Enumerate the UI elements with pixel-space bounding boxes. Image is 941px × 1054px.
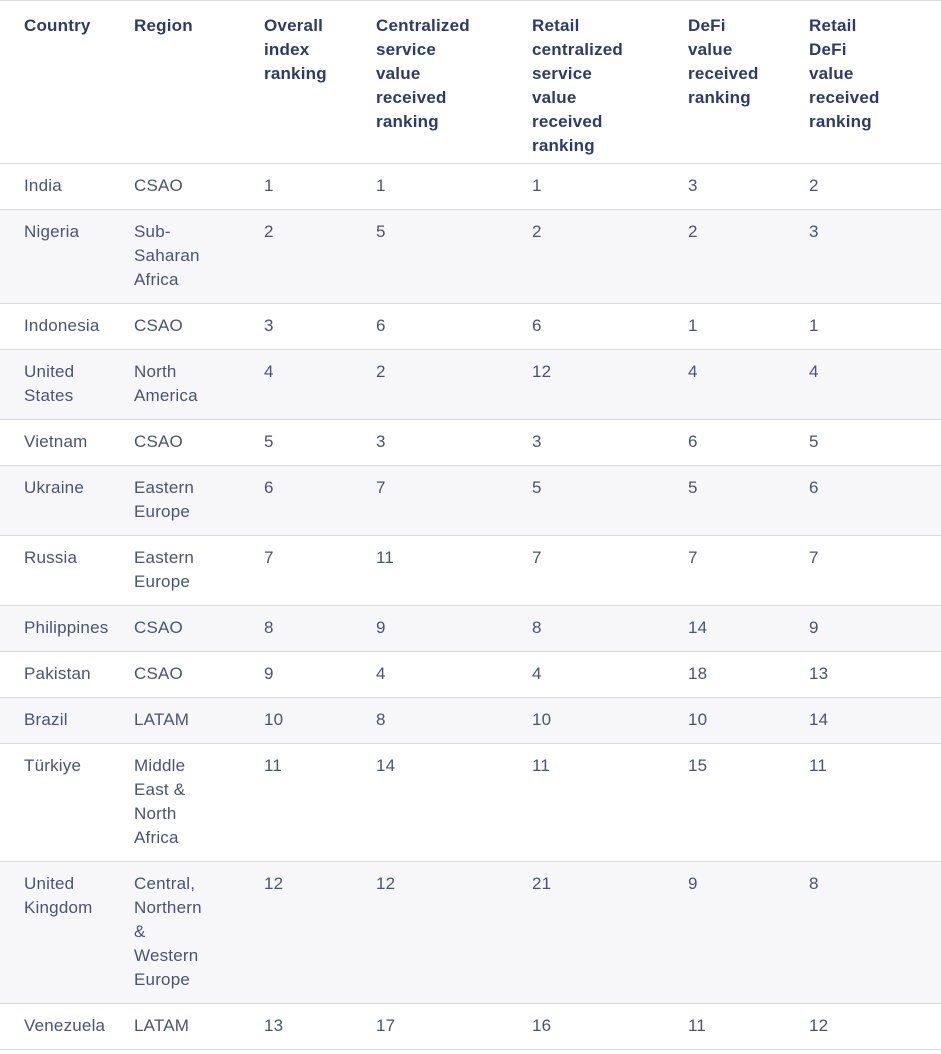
cell-value: 7 bbox=[376, 478, 386, 497]
cell-retail-centralized bbox=[532, 536, 688, 606]
cell-value: LATAM bbox=[134, 1016, 190, 1035]
cell-defi bbox=[688, 350, 809, 420]
cell-retail-centralized bbox=[532, 304, 688, 350]
cell-retail-defi bbox=[809, 420, 941, 466]
cell-overall bbox=[264, 652, 376, 698]
cell-value: 6 bbox=[532, 316, 542, 335]
cell-value: 2 bbox=[688, 222, 698, 241]
cell-retail-defi bbox=[809, 652, 941, 698]
cell-retail-centralized bbox=[532, 466, 688, 536]
column-header-overall bbox=[264, 1, 376, 164]
cell-value: 4 bbox=[809, 362, 819, 381]
cell-retail-defi bbox=[809, 862, 941, 1004]
cell-defi bbox=[688, 210, 809, 304]
cell-value: 5 bbox=[688, 478, 698, 497]
cell-value: 2 bbox=[532, 222, 542, 241]
cell-defi bbox=[688, 698, 809, 744]
cell-region bbox=[134, 466, 264, 536]
cell-overall bbox=[264, 1004, 376, 1050]
cell-retail-centralized bbox=[532, 862, 688, 1004]
cell-region bbox=[134, 164, 264, 210]
cell-region bbox=[134, 606, 264, 652]
table-row bbox=[0, 304, 941, 350]
cell-value: 14 bbox=[809, 710, 829, 729]
cell-value: 10 bbox=[688, 710, 708, 729]
cell-value: 9 bbox=[264, 664, 274, 683]
cell-defi bbox=[688, 862, 809, 1004]
cell-region bbox=[134, 744, 264, 862]
cell-retail-defi bbox=[809, 164, 941, 210]
cell-value: 13 bbox=[264, 1016, 284, 1035]
cell-value: 4 bbox=[376, 664, 386, 683]
cell-value: 11 bbox=[264, 756, 283, 775]
cell-value: 16 bbox=[532, 1016, 552, 1035]
cell-value: 6 bbox=[376, 316, 386, 335]
cell-retail-centralized bbox=[532, 164, 688, 210]
column-header-retail-defi bbox=[809, 1, 941, 164]
cell-region bbox=[134, 1004, 264, 1050]
cell-value: CSAO bbox=[134, 432, 183, 451]
cell-value: 3 bbox=[809, 222, 819, 241]
cell-value: 15 bbox=[688, 756, 708, 775]
cell-centralized bbox=[376, 466, 532, 536]
cell-centralized bbox=[376, 698, 532, 744]
cell-value: Türkiye bbox=[24, 756, 82, 775]
cell-overall bbox=[264, 304, 376, 350]
cell-value: 3 bbox=[532, 432, 542, 451]
cell-value: 9 bbox=[376, 618, 386, 637]
cell-overall bbox=[264, 466, 376, 536]
cell-region bbox=[134, 420, 264, 466]
cell-value: 6 bbox=[264, 478, 274, 497]
cell-centralized bbox=[376, 304, 532, 350]
cell-overall bbox=[264, 210, 376, 304]
cell-retail-defi bbox=[809, 350, 941, 420]
cell-retail-centralized bbox=[532, 350, 688, 420]
cell-value: Brazil bbox=[24, 710, 68, 729]
cell-value: 7 bbox=[809, 548, 819, 567]
cell-value: CSAO bbox=[134, 176, 183, 195]
cell-value: CSAO bbox=[134, 618, 183, 637]
cell-value: 18 bbox=[688, 664, 708, 683]
cell-value: 3 bbox=[264, 316, 274, 335]
cell-retail-defi bbox=[809, 536, 941, 606]
cell-value: 11 bbox=[532, 756, 551, 775]
cell-value: 10 bbox=[264, 710, 284, 729]
cell-overall bbox=[264, 744, 376, 862]
cell-value: 12 bbox=[809, 1016, 829, 1035]
cell-country bbox=[0, 744, 134, 862]
table-row bbox=[0, 466, 941, 536]
cell-value: 5 bbox=[809, 432, 819, 451]
cell-centralized bbox=[376, 652, 532, 698]
table-row bbox=[0, 420, 941, 466]
cell-overall bbox=[264, 420, 376, 466]
cell-region bbox=[134, 304, 264, 350]
cell-value: Eastern Europe bbox=[134, 548, 194, 591]
cell-value: 12 bbox=[532, 362, 552, 381]
table-row bbox=[0, 862, 941, 1004]
cell-value: 12 bbox=[376, 874, 396, 893]
cell-value: 5 bbox=[532, 478, 542, 497]
column-header-label: Retail centralized service value received ranking bbox=[532, 16, 624, 155]
cell-retail-defi bbox=[809, 466, 941, 536]
table-header bbox=[0, 1, 941, 164]
cell-value: CSAO bbox=[134, 664, 183, 683]
cell-value: 2 bbox=[376, 362, 386, 381]
cell-retail-defi bbox=[809, 1004, 941, 1050]
cell-value: 7 bbox=[532, 548, 542, 567]
table-row bbox=[0, 652, 941, 698]
cell-value: Eastern Europe bbox=[134, 478, 194, 521]
cell-value: 5 bbox=[376, 222, 386, 241]
cell-defi bbox=[688, 536, 809, 606]
cell-value: 14 bbox=[376, 756, 396, 775]
cell-retail-defi bbox=[809, 606, 941, 652]
cell-region bbox=[134, 652, 264, 698]
cell-retail-defi bbox=[809, 304, 941, 350]
table-row bbox=[0, 350, 941, 420]
cell-centralized bbox=[376, 1004, 532, 1050]
cell-value: 1 bbox=[376, 176, 386, 195]
cell-value: 4 bbox=[688, 362, 698, 381]
cell-region bbox=[134, 350, 264, 420]
cell-value: 7 bbox=[264, 548, 274, 567]
cell-centralized bbox=[376, 606, 532, 652]
cell-region bbox=[134, 862, 264, 1004]
cell-retail-centralized bbox=[532, 744, 688, 862]
cell-value: 14 bbox=[688, 618, 708, 637]
cell-country bbox=[0, 652, 134, 698]
cell-centralized bbox=[376, 536, 532, 606]
cell-country bbox=[0, 304, 134, 350]
cell-value: Philippines bbox=[24, 618, 109, 637]
cell-value: 1 bbox=[809, 316, 819, 335]
cell-defi bbox=[688, 606, 809, 652]
cell-value: 21 bbox=[532, 874, 552, 893]
cell-retail-centralized bbox=[532, 652, 688, 698]
cell-country bbox=[0, 164, 134, 210]
cell-overall bbox=[264, 536, 376, 606]
cell-value: Middle East & North Africa bbox=[134, 756, 186, 847]
cell-value: LATAM bbox=[134, 710, 190, 729]
cell-value: 17 bbox=[376, 1016, 396, 1035]
cell-value: 6 bbox=[809, 478, 819, 497]
cell-value: CSAO bbox=[134, 316, 183, 335]
cell-overall bbox=[264, 606, 376, 652]
cell-centralized bbox=[376, 210, 532, 304]
header-row bbox=[0, 1, 941, 164]
cell-value: 3 bbox=[688, 176, 698, 195]
cell-country bbox=[0, 1004, 134, 1050]
cell-defi bbox=[688, 164, 809, 210]
cell-value: 4 bbox=[532, 664, 542, 683]
column-header-label: Region bbox=[134, 16, 193, 35]
cell-value: 5 bbox=[264, 432, 274, 451]
cell-retail-defi bbox=[809, 698, 941, 744]
table-row bbox=[0, 536, 941, 606]
cell-value: 9 bbox=[688, 874, 698, 893]
table-row bbox=[0, 210, 941, 304]
cell-country bbox=[0, 466, 134, 536]
cell-defi bbox=[688, 744, 809, 862]
cell-value: Indonesia bbox=[24, 316, 100, 335]
cell-value: 12 bbox=[264, 874, 284, 893]
cell-retail-centralized bbox=[532, 420, 688, 466]
cell-value: 11 bbox=[688, 1016, 707, 1035]
cell-value: United States bbox=[24, 362, 75, 405]
cell-centralized bbox=[376, 744, 532, 862]
cell-centralized bbox=[376, 420, 532, 466]
cell-country bbox=[0, 350, 134, 420]
cell-retail-centralized bbox=[532, 210, 688, 304]
column-header-label: DeFi value received ranking bbox=[688, 16, 759, 107]
cell-value: 8 bbox=[809, 874, 819, 893]
cell-country bbox=[0, 536, 134, 606]
cell-value: Pakistan bbox=[24, 664, 91, 683]
cell-retail-centralized bbox=[532, 1004, 688, 1050]
column-header-label: Centralized service value received ranking bbox=[376, 16, 470, 131]
column-header-country bbox=[0, 1, 134, 164]
cell-country bbox=[0, 210, 134, 304]
table-row bbox=[0, 1004, 941, 1050]
cell-value: 13 bbox=[809, 664, 829, 683]
cell-value: 4 bbox=[264, 362, 274, 381]
cell-value: Nigeria bbox=[24, 222, 80, 241]
cell-country bbox=[0, 862, 134, 1004]
cell-value: Russia bbox=[24, 548, 78, 567]
column-header-region bbox=[134, 1, 264, 164]
cell-region bbox=[134, 210, 264, 304]
cell-overall bbox=[264, 862, 376, 1004]
column-header-label: Retail DeFi value received ranking bbox=[809, 16, 880, 131]
column-header-label: Country bbox=[24, 16, 91, 35]
table-row bbox=[0, 606, 941, 652]
cell-defi bbox=[688, 304, 809, 350]
cell-centralized bbox=[376, 164, 532, 210]
cell-value: United Kingdom bbox=[24, 874, 93, 917]
cell-overall bbox=[264, 350, 376, 420]
cell-value: India bbox=[24, 176, 62, 195]
cell-value: 1 bbox=[264, 176, 274, 195]
cell-value: 10 bbox=[532, 710, 552, 729]
cell-value: Sub-Saharan Africa bbox=[134, 222, 200, 289]
cell-value: 7 bbox=[688, 548, 698, 567]
cell-value: 1 bbox=[532, 176, 542, 195]
cell-value: 11 bbox=[376, 548, 395, 567]
cell-value: 1 bbox=[688, 316, 698, 335]
cell-defi bbox=[688, 652, 809, 698]
table-row bbox=[0, 744, 941, 862]
cell-value: 3 bbox=[376, 432, 386, 451]
cell-overall bbox=[264, 698, 376, 744]
cell-value: Venezuela bbox=[24, 1016, 106, 1035]
cell-country bbox=[0, 420, 134, 466]
cell-overall bbox=[264, 164, 376, 210]
cell-country bbox=[0, 698, 134, 744]
column-header-label: Overall index ranking bbox=[264, 16, 327, 83]
cell-value: 2 bbox=[264, 222, 274, 241]
table-row bbox=[0, 164, 941, 210]
cell-value: 2 bbox=[809, 176, 819, 195]
cell-defi bbox=[688, 420, 809, 466]
cell-defi bbox=[688, 466, 809, 536]
cell-value: Central, Northern & Western Europe bbox=[134, 874, 202, 989]
cell-country bbox=[0, 606, 134, 652]
table-row bbox=[0, 698, 941, 744]
cell-value: 6 bbox=[688, 432, 698, 451]
cell-defi bbox=[688, 1004, 809, 1050]
cell-centralized bbox=[376, 350, 532, 420]
cell-centralized bbox=[376, 862, 532, 1004]
table-body bbox=[0, 164, 941, 1050]
column-header-centralized bbox=[376, 1, 532, 164]
column-header-defi bbox=[688, 1, 809, 164]
cell-retail-centralized bbox=[532, 698, 688, 744]
cell-region bbox=[134, 698, 264, 744]
cell-value: 9 bbox=[809, 618, 819, 637]
cell-retail-centralized bbox=[532, 606, 688, 652]
cell-retail-defi bbox=[809, 210, 941, 304]
cell-region bbox=[134, 536, 264, 606]
cell-value: Ukraine bbox=[24, 478, 84, 497]
cell-value: 8 bbox=[264, 618, 274, 637]
cell-value: North America bbox=[134, 362, 198, 405]
cell-value: 11 bbox=[809, 756, 828, 775]
column-header-retail-centralized bbox=[532, 1, 688, 164]
cell-retail-defi bbox=[809, 744, 941, 862]
cell-value: Vietnam bbox=[24, 432, 88, 451]
cell-value: 8 bbox=[376, 710, 386, 729]
cell-value: 8 bbox=[532, 618, 542, 637]
